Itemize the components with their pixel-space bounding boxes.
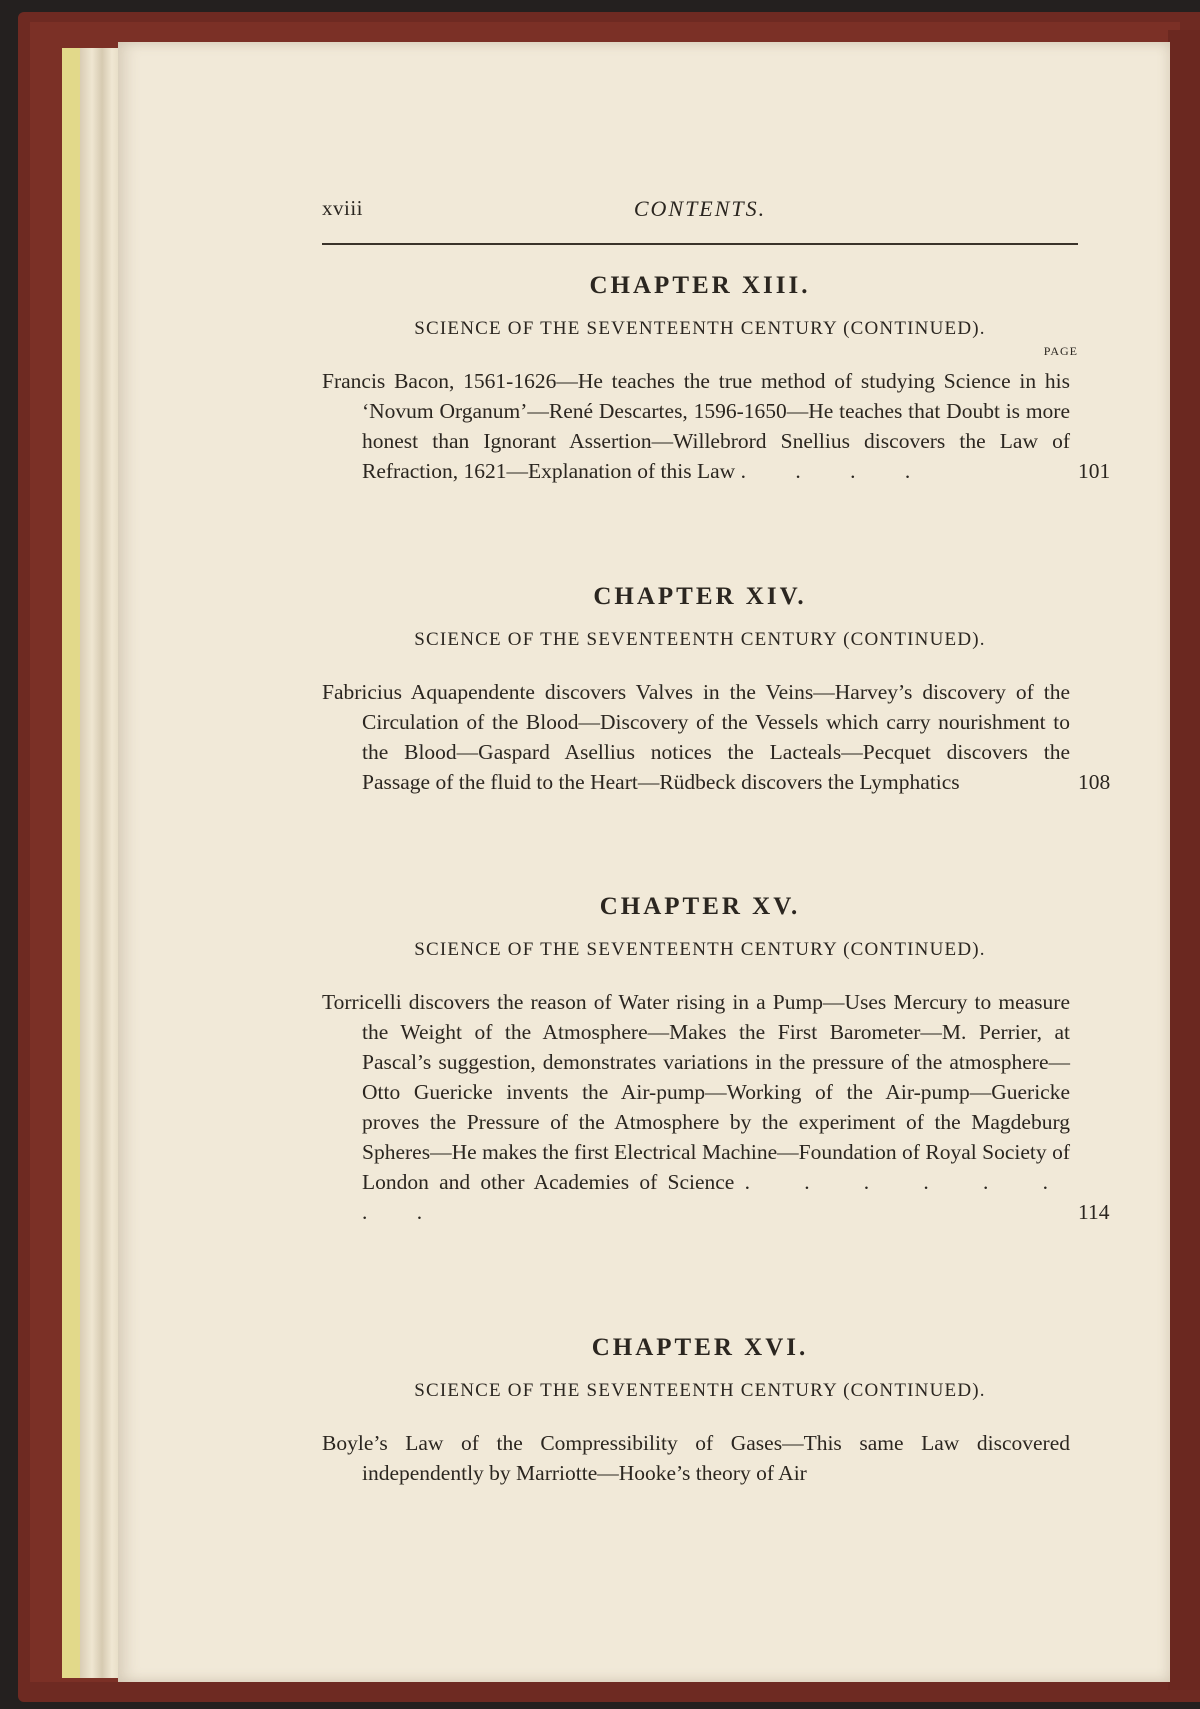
endpaper-edge: [62, 48, 82, 1678]
page-edges: [80, 48, 120, 1678]
chapter-title: CHAPTER XIII.: [589, 272, 811, 299]
chapter-summary: [322, 677, 1070, 797]
running-head: [322, 196, 1078, 232]
summary-text: Boyle’s Law of the Compressibility of Gases—This same Law discovered independently by Marriotte—Hooke’s theory of Air: [322, 1431, 1070, 1485]
chapter-title: CHAPTER XVI.: [591, 1334, 809, 1361]
chapter-title: CHAPTER XIV.: [593, 583, 807, 610]
chapter-section: [322, 893, 1078, 1227]
summary-text: Fabricius Aquapendente discovers Valves in the Veins—Harvey’s discovery of the Circulation of the Blood—Discovery of the Vessels which carry nourishment to the Blood—Gaspard Asellius notices the Lacteals—Pecquet discovers the Passage of the fluid to the Heart—Rüdbeck discovers the Lymphatics: [322, 680, 1070, 794]
dot-leaders: . . . . . . . .: [362, 1170, 1071, 1224]
chapter-summary: [322, 987, 1070, 1227]
header-rule: [322, 243, 1078, 245]
chapter-title: CHAPTER XV.: [599, 893, 801, 920]
chapter-subtitle: SCIENCE OF THE SEVENTEENTH CENTURY (CONTINUED).: [414, 939, 986, 960]
page-folio: xviii: [322, 196, 364, 220]
page-column-label: PAGE: [1043, 344, 1078, 358]
dot-leaders: . . . .: [740, 459, 933, 483]
summary-text: Francis Bacon, 1561-1626—He teaches the true method of studying Science in his ‘Novum Organum’—René Descartes, 1596-1650—He teaches that Doubt is more honest than Ignorant Assertion—Willebrord Snellius discovers the Law of Refraction, 1621—Explanation of this Law: [322, 369, 1070, 483]
cover-right-edge: [1168, 30, 1200, 1690]
chapter-subtitle: SCIENCE OF THE SEVENTEENTH CENTURY (CONTINUED).: [414, 318, 986, 339]
chapter-section: [322, 1334, 1078, 1488]
running-title: CONTENTS.: [633, 196, 767, 221]
chapter-subtitle: SCIENCE OF THE SEVENTEENTH CENTURY (CONTINUED).: [414, 1380, 986, 1401]
chapter-summary: [322, 1428, 1070, 1488]
chapter-section: [322, 272, 1078, 486]
chapter-summary: [322, 366, 1070, 486]
chapter-subtitle: SCIENCE OF THE SEVENTEENTH CENTURY (CONTINUED).: [414, 629, 986, 650]
summary-text: Torricelli discovers the reason of Water rising in a Pump—Uses Mercury to measure the Weight of the Atmosphere—Makes the First Barometer—M. Perrier, at Pascal’s suggestion, demonstrates variations in the pressure of the atmosphere—Otto Guericke invents the Air-pump—Working of the Air-pump—Guericke proves the Pressure of the Atmosphere by the experiment of the Magdeburg Spheres—He makes the first Electrical Machine—Foundation of Royal Society of London and other Academies of Science: [322, 990, 1070, 1194]
chapter-section: [322, 583, 1078, 797]
